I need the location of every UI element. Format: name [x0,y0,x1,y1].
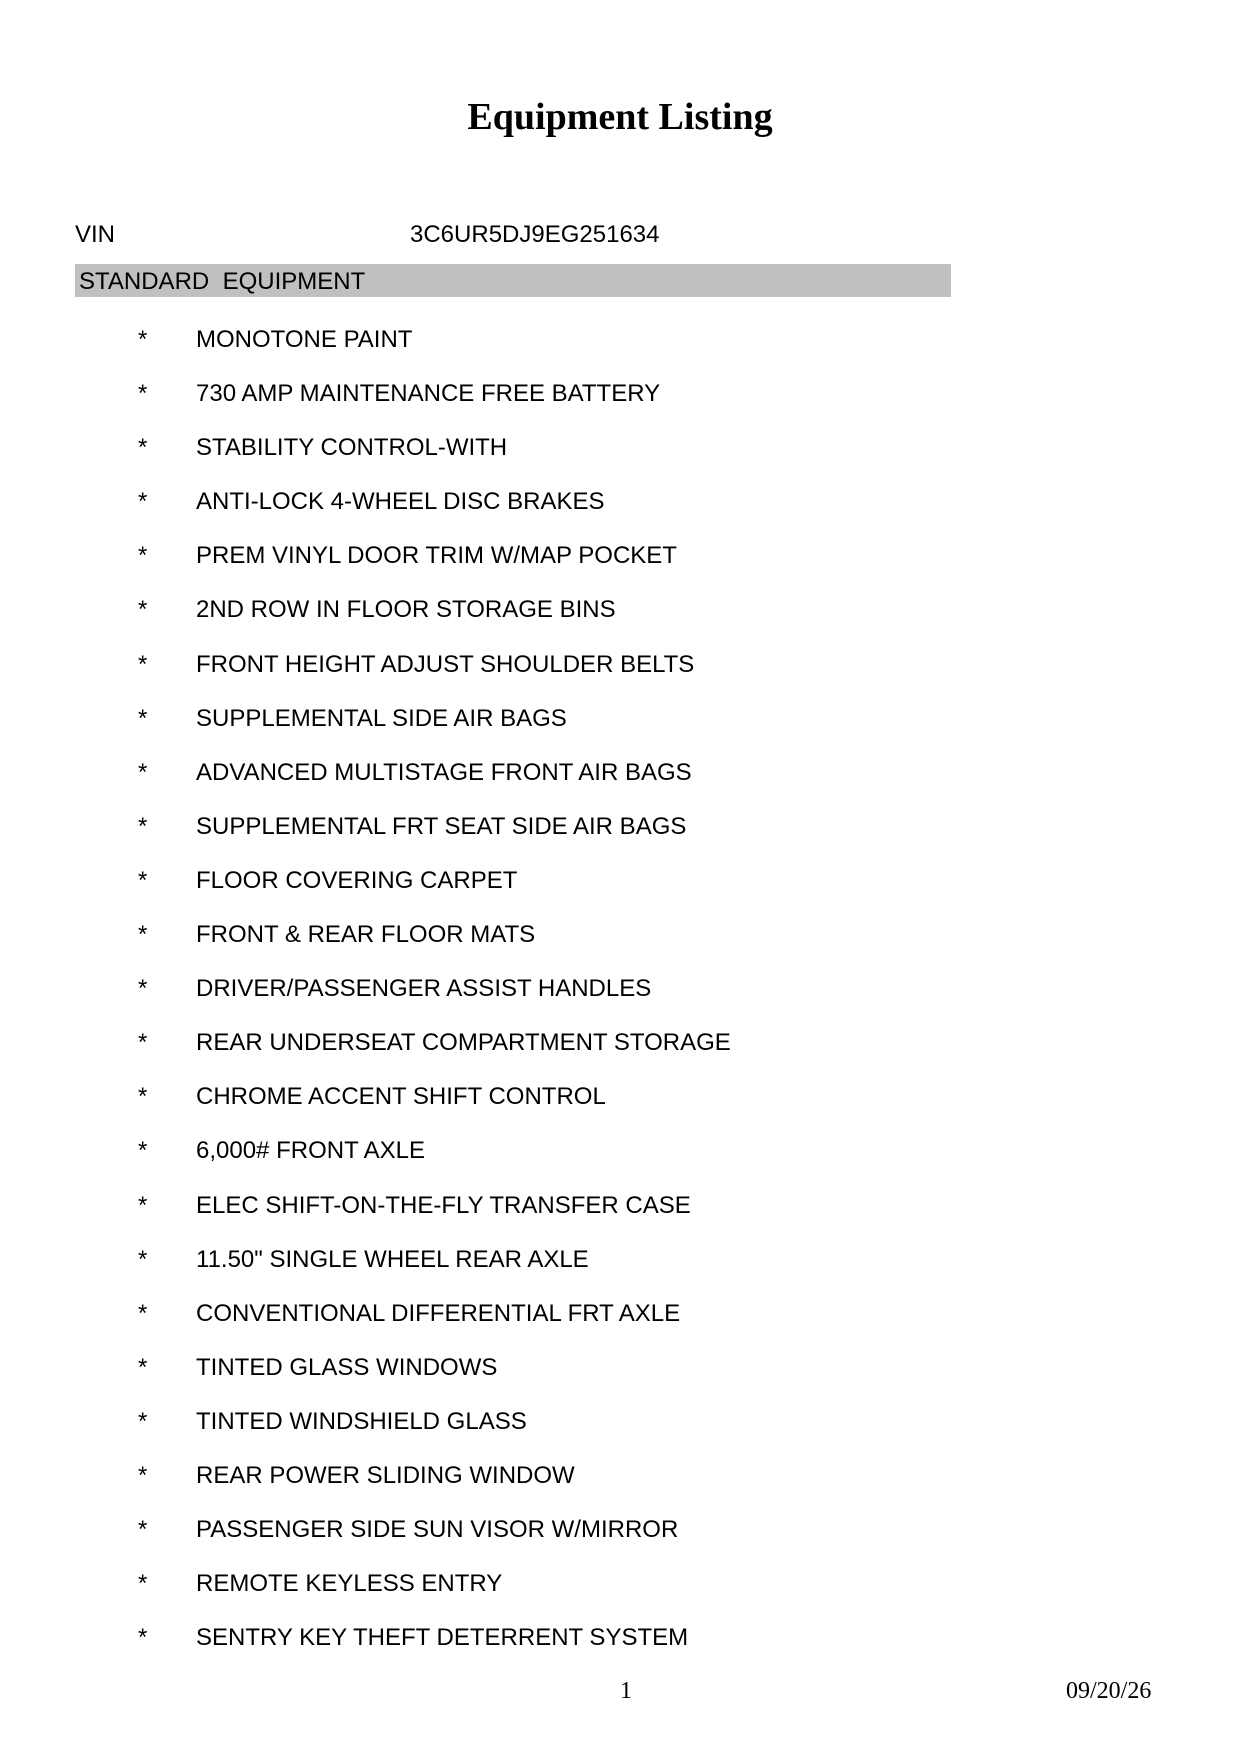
equipment-item-label: FRONT & REAR FLOOR MATS [196,921,536,949]
equipment-list [0,325,1240,1677]
bullet-marker: * [138,1137,148,1165]
equipment-item [0,379,1240,433]
bullet-marker: * [138,650,148,678]
equipment-item [0,1353,1240,1407]
equipment-item-label: 11.50" SINGLE WHEEL REAR AXLE [196,1245,589,1273]
bullet-marker: * [138,596,148,624]
bullet-marker: * [138,1245,148,1273]
equipment-item-label: ADVANCED MULTISTAGE FRONT AIR BAGS [196,758,692,786]
equipment-item-label: CONVENTIONAL DIFFERENTIAL FRT AXLE [196,1299,681,1327]
equipment-item-label: PREM VINYL DOOR TRIM W/MAP POCKET [196,542,677,570]
equipment-item-label: STABILITY CONTROL-WITH [196,434,508,462]
equipment-item-label: 730 AMP MAINTENANCE FREE BATTERY [196,380,661,408]
equipment-item-label: CHROME ACCENT SHIFT CONTROL [196,1083,606,1111]
equipment-item [0,541,1240,595]
bullet-marker: * [138,921,148,949]
equipment-item [0,866,1240,920]
equipment-item-label: DRIVER/PASSENGER ASSIST HANDLES [196,975,652,1003]
equipment-item [0,433,1240,487]
equipment-item [0,704,1240,758]
equipment-item [0,974,1240,1028]
bullet-marker: * [138,1570,148,1598]
equipment-item-label: REAR UNDERSEAT COMPARTMENT STORAGE [196,1029,731,1057]
equipment-item-label: REAR POWER SLIDING WINDOW [196,1461,575,1489]
equipment-item-label: SUPPLEMENTAL FRT SEAT SIDE AIR BAGS [196,812,687,840]
vin-value: 3C6UR5DJ9EG251634 [410,221,660,248]
equipment-item [0,1245,1240,1299]
equipment-item-label: MONOTONE PAINT [196,326,413,353]
section-header-standard-equipment [75,264,951,297]
equipment-item [0,325,1240,379]
equipment-item [0,1407,1240,1461]
equipment-item [0,1299,1240,1353]
equipment-item [0,1028,1240,1082]
equipment-item-label: ELEC SHIFT-ON-THE-FLY TRANSFER CASE [196,1191,691,1219]
equipment-item-label: TINTED WINDSHIELD GLASS [196,1407,527,1435]
equipment-item [0,1569,1240,1623]
equipment-item [0,487,1240,541]
equipment-item [0,1191,1240,1245]
bullet-marker: * [138,1461,148,1489]
equipment-item [0,1082,1240,1136]
equipment-item-label: REMOTE KEYLESS ENTRY [196,1570,503,1598]
section-header-label: STANDARD EQUIPMENT [79,268,366,295]
print-date: 09/20/26 [1066,1678,1152,1704]
page-number: 1 [620,1678,632,1704]
equipment-item [0,1515,1240,1569]
bullet-marker: * [138,1624,148,1652]
bullet-marker: * [138,704,148,732]
equipment-item [0,595,1240,649]
equipment-item [0,1461,1240,1515]
bullet-marker: * [138,1516,148,1544]
equipment-item [0,758,1240,812]
equipment-item [0,920,1240,974]
equipment-item-label: SUPPLEMENTAL SIDE AIR BAGS [196,704,567,732]
bullet-marker: * [138,434,148,462]
bullet-marker: * [138,1299,148,1327]
bullet-marker: * [138,1407,148,1435]
equipment-item-label: ANTI-LOCK 4-WHEEL DISC BRAKES [196,488,605,516]
page-title: Equipment Listing [467,96,773,138]
bullet-marker: * [138,1353,148,1381]
equipment-item [0,1623,1240,1677]
vin-label: VIN [75,221,116,248]
equipment-item [0,650,1240,704]
bullet-marker: * [138,812,148,840]
bullet-marker: * [138,1029,148,1057]
bullet-marker: * [138,1083,148,1111]
equipment-item-label: SENTRY KEY THEFT DETERRENT SYSTEM [196,1624,689,1652]
equipment-item [0,1136,1240,1190]
bullet-marker: * [138,758,148,786]
bullet-marker: * [138,975,148,1003]
equipment-item-label: FLOOR COVERING CARPET [196,866,518,894]
equipment-item [0,812,1240,866]
bullet-marker: * [138,326,148,353]
bullet-marker: * [138,1191,148,1219]
bullet-marker: * [138,488,148,516]
equipment-item-label: FRONT HEIGHT ADJUST SHOULDER BELTS [196,650,695,678]
bullet-marker: * [138,542,148,570]
equipment-item-label: 6,000# FRONT AXLE [196,1137,426,1165]
bullet-marker: * [138,380,148,408]
equipment-item-label: PASSENGER SIDE SUN VISOR W/MIRROR [196,1516,679,1544]
equipment-item-label: 2ND ROW IN FLOOR STORAGE BINS [196,596,616,624]
bullet-marker: * [138,866,148,894]
equipment-item-label: TINTED GLASS WINDOWS [196,1353,498,1381]
